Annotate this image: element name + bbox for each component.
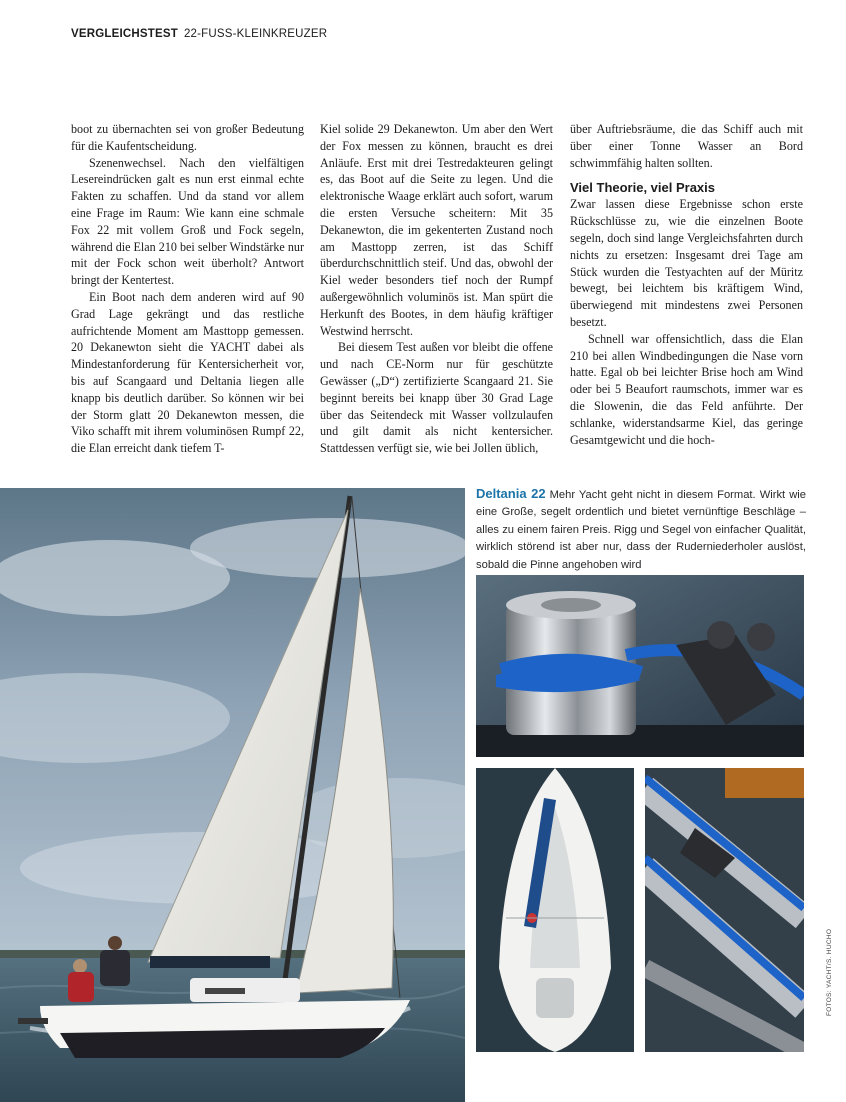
- text-column-3: [570, 121, 803, 448]
- caption-boat-name: Deltania 22: [476, 486, 546, 501]
- subheading: Viel Theorie, viel Praxis: [570, 180, 716, 196]
- paragraph: Ein Boot nach dem anderen wird auf 90 Grad Lage gekrängt und das restliche aufrichtende Moment am Masttopp gemessen. 20 Dekanewton sieht die YACHT dabei als Mindestanforderung für Kentersicherheit vor, bis auf Scangaard und Deltania liegen alle knapp bis deutlich darüber. So können wir bei der Storm glatt 20 Dekanewton messen, die Viko schafft mit ihrem voluminösen Rumpf 22, die Elan erreicht dank tiefem T-: [71, 289, 304, 456]
- deck-photo: [476, 768, 634, 1052]
- winch-photo: [476, 575, 804, 757]
- photo-caption: [476, 485, 806, 574]
- ropes-photo: [645, 768, 804, 1052]
- text-column-1: [71, 121, 304, 457]
- paragraph: Szenenwechsel. Nach den vielfältigen Lesereindrücken galt es nun erst einmal echte Fakten zu schaffen. Und da stand vor allem eine Frage im Raum: Wie kann eine schmale Fox 22 mit vollem Groß und Fock segeln, während die Elan 210 bei selber Windstärke nur mit der Fock schon weit überholt? Antwort bringt der Kentertest.: [71, 155, 304, 288]
- paragraph: Zwar lassen diese Ergebnisse schon erste Rückschlüsse zu, wie die einzelnen Boote segeln, doch sind lange Vergleichsfahrten durch nichts zu ersetzen: Insgesamt drei Tage am Stück wurden die Testyachten auf der Müritz bewegt, bei leichtem bis kräftigem Wind, überwiegend mit mindestens zwei Personen besetzt.: [570, 197, 803, 329]
- ropes-illustration: [645, 768, 804, 1052]
- paragraph: Bei diesem Test außen vor bleibt die offene und nach CE-Norm nur für geschützte Gewässer („D“) zertifizierte Scangaard 21. Sie beginnt bereits bei knapp über 30 Grad Lage über das Seitendeck mit Wasser vollzulaufen und gilt damit als nicht kentersicher. Stattdessen verfügt sie, wie bei Jollen üblich,: [320, 340, 553, 456]
- paragraph: boot zu übernachten sei von großer Bedeutung für die Kaufentscheidung.: [71, 122, 304, 153]
- section-subtitle: 22-FUSS-KLEINKREUZER: [183, 28, 328, 40]
- caption-text: Mehr Yacht geht nicht in diesem Format. Wirkt wie eine Große, segelt ordentlich und bietet vernünftige Beschläge – alles zu einem fairen Preis. Rigg und Segel von einfacher Qualität, wirklich störend ist aber nur, dass der Ruderniederholer auslöst, sobald die Pinne angehoben wird: [476, 489, 806, 571]
- text-column-2: [320, 121, 553, 457]
- winch-illustration: [476, 575, 804, 757]
- paragraph: Kiel solide 29 Dekanewton. Um aber den Wert der Fox messen zu können, braucht es drei Anläufe. Erst mit drei Testredakteuren gelingt es, das Boot auf die Seite zu legen. Und die elektronische Waage erklärt auch sofort, warum die ersten Versuche scheitern: Mit 35 Dekanewton, die im gekenterten Zustand noch am Masttopp zerren, ist das Schiff überdurchschnittlich steif. Und das, obwohl der Kiel weder besonders tief noch der Rumpf außergewöhnlich voluminös ist. Man spürt die Herkunft des Bootes, in dem häufig kräftiger Westwind herrscht.: [320, 122, 553, 338]
- sailboat-illustration: [0, 488, 465, 1102]
- deck-illustration: [476, 768, 634, 1052]
- paragraph: über Auftriebsräume, die das Schiff auch mit über einer Tonne Wasser an Bord schwimmfähig halten sollten.: [570, 122, 803, 170]
- section-label: VERGLEICHSTEST: [71, 28, 178, 40]
- photo-credit: FOTOS: YACHT/S. HUCHO: [826, 928, 833, 1016]
- page-header: [71, 28, 327, 40]
- sailboat-photo: [0, 488, 465, 1102]
- paragraph: Schnell war offensichtlich, dass die Elan 210 bei allen Windbedingungen die Nase vorn hatte. Egal ob bei leichter Brise hoch am Wind oder bei 5 Beaufort raumschots, immer war es die Slowenin, die das Feld anführte. Der schlanke, widerstandsarme Kiel, das geringe Gesamtgewicht und die hoch-: [570, 331, 803, 447]
